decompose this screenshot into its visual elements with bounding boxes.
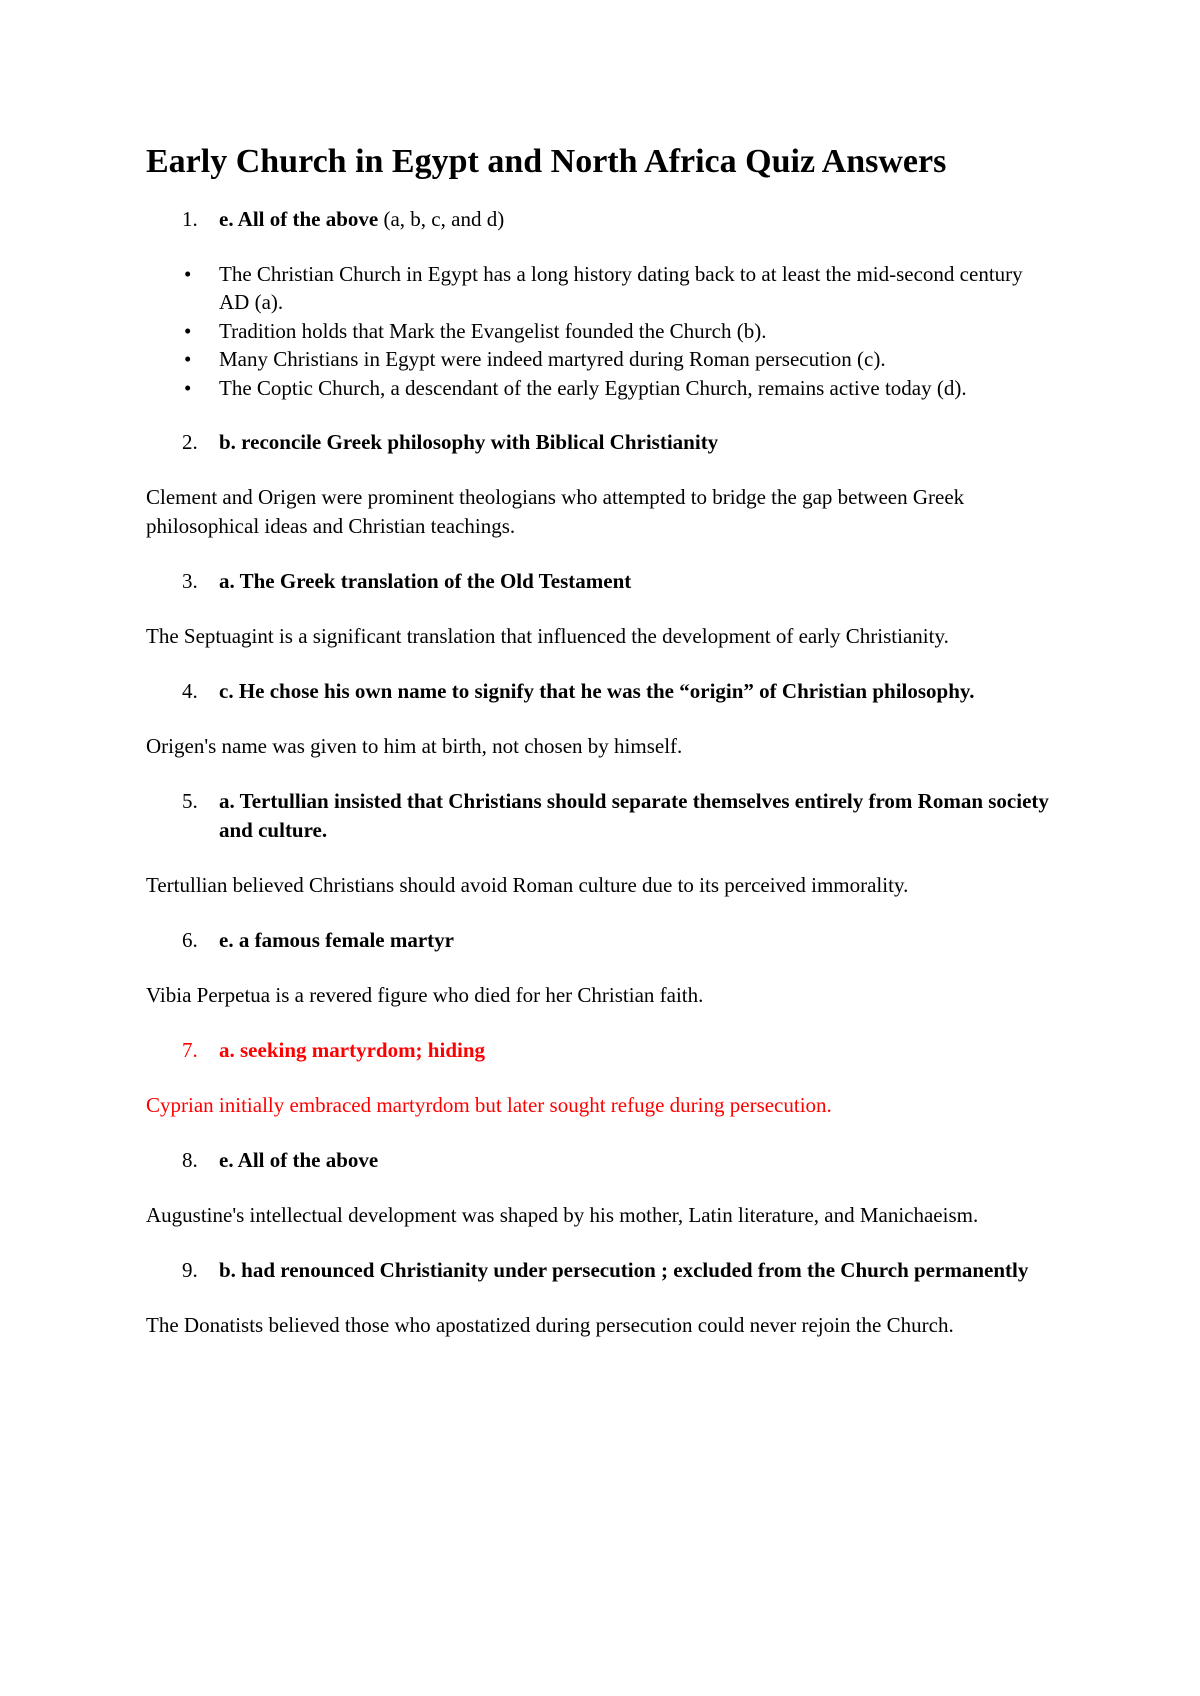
answer-3: [146, 567, 1056, 596]
answer-text: [219, 205, 1056, 234]
answer-choice-note: (a, b, c, and d): [378, 206, 505, 231]
answer-choice: e. All of the above: [219, 1148, 379, 1173]
document-body: [146, 142, 1056, 1366]
bullet-icon: •: [184, 318, 192, 343]
list-item: [146, 260, 1056, 317]
answer-choice: a. The Greek translation of the Old Testament: [219, 569, 632, 594]
answer-1: [146, 205, 1056, 234]
answer-9-explanation: The Donatists believed those who apostatized during persecution could never rejoin the Church.: [146, 1313, 954, 1338]
answer-number: 4.: [182, 679, 198, 704]
answer-choice: b. reconcile Greek philosophy with Biblical Christianity: [219, 430, 719, 455]
list-item-text: Many Christians in Egypt were indeed martyred during Roman persecution (c).: [219, 347, 886, 372]
answer-6: [146, 926, 1056, 955]
answer-1-bullet-list: [146, 260, 1056, 403]
answer-8: [146, 1146, 1056, 1175]
list-item-text: The Christian Church in Egypt has a long history dating back to at least the mid-second century AD (a).: [219, 261, 1023, 315]
answer-5-explanation: Tertullian believed Christians should avoid Roman culture due to its perceived immorality.: [146, 873, 909, 898]
list-item-text: Tradition holds that Mark the Evangelist founded the Church (b).: [219, 318, 767, 343]
answer-4: [146, 677, 1056, 706]
answer-number: 5.: [182, 789, 198, 814]
answer-choice: e. All of the above: [219, 206, 379, 231]
answer-choice: b. had renounced Christianity under persecution ; excluded from the Church permanently: [219, 1258, 1029, 1283]
answer-2: [146, 428, 1056, 457]
answer-number: 1.: [182, 206, 198, 231]
bullet-icon: •: [184, 261, 192, 286]
answer-choice: e. a famous female martyr: [219, 928, 454, 953]
answer-9: [146, 1256, 1056, 1285]
list-item: [146, 317, 1056, 346]
answer-number: 6.: [182, 928, 198, 953]
answer-choice: a. Tertullian insisted that Christians should separate themselves entirely from Roman society and culture.: [219, 789, 1049, 843]
answer-number: 7.: [182, 1038, 198, 1063]
answer-4-explanation: Origen's name was given to him at birth, not chosen by himself.: [146, 734, 683, 759]
answer-2-explanation: Clement and Origen were prominent theologians who attempted to bridge the gap between Greek philosophical ideas and Christian teachings.: [146, 485, 965, 539]
bullet-icon: •: [184, 347, 192, 372]
answer-choice: c. He chose his own name to signify that he was the “origin” of Christian philosophy.: [219, 679, 975, 704]
answer-3-explanation: The Septuagint is a significant translation that influenced the development of early Christianity.: [146, 624, 949, 649]
list-item: [146, 345, 1056, 374]
answer-6-explanation: Vibia Perpetua is a revered figure who died for her Christian faith.: [146, 983, 704, 1008]
answer-number: 9.: [182, 1258, 198, 1283]
answer-5: [146, 787, 1056, 845]
answer-choice: a. seeking martyrdom; hiding: [219, 1038, 486, 1063]
answer-7: [146, 1036, 1056, 1065]
list-item-text: The Coptic Church, a descendant of the early Egyptian Church, remains active today (d).: [219, 375, 967, 400]
answer-number: 3.: [182, 569, 198, 594]
bullet-icon: •: [184, 375, 192, 400]
page-title: Early Church in Egypt and North Africa Quiz Answers: [146, 143, 947, 180]
answer-number: 8.: [182, 1148, 198, 1173]
answer-number: 2.: [182, 430, 198, 455]
answer-8-explanation: Augustine's intellectual development was shaped by his mother, Latin literature, and Manichaeism.: [146, 1203, 979, 1228]
answer-7-explanation: Cyprian initially embraced martyrdom but later sought refuge during persecution.: [146, 1093, 832, 1118]
list-item: [146, 374, 1056, 403]
